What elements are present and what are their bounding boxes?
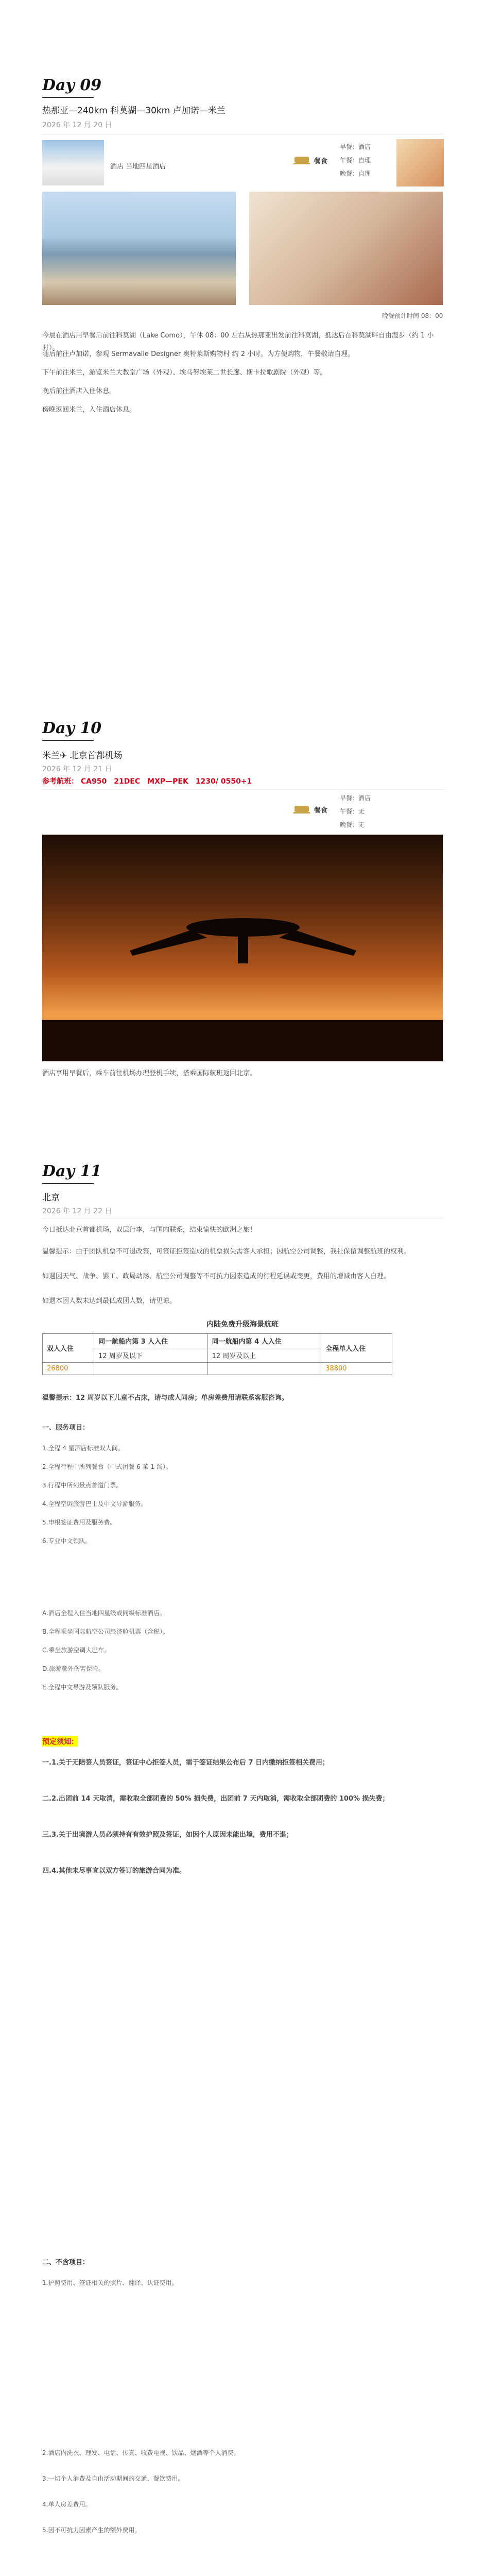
day9-breakfast: 早餐：酒店 — [340, 143, 371, 150]
day11-title: Day 11 — [42, 1162, 102, 1180]
third-label: 同一航船内第 3 人入住 — [94, 1334, 208, 1348]
flight-info: CA950 21DEC MXP—PEK 1230/ 0550+1 — [80, 777, 252, 786]
inc3: 3.行程中所列景点首道门票。 — [42, 1482, 123, 1489]
shopping-photo — [396, 139, 444, 187]
price-table-title: 内陆免费升级海景航班 — [206, 1320, 279, 1329]
inc2: 2.全程行程中所列餐食（中式团餐 6 菜 1 汤）。 — [42, 1463, 172, 1470]
day11-arrive: 今日抵达北京首都机场，双层行李，与国内联系，结束愉快的欧洲之旅！ — [42, 1226, 257, 1234]
excl5: 5.因不可抗力因素产生的额外费用。 — [42, 2527, 141, 2534]
notice-text: 由于团队机票不可退改签，可签证拒签造成的机票损失需客人承担；因航空公司调整，我社保留调整航班的权利。 — [76, 1248, 411, 1256]
flight-box-4: D.旅游意外伤害保险。 — [42, 1665, 105, 1672]
day9-date: 2026 年 12 月 20 日 — [42, 121, 112, 129]
hotel-photo — [42, 140, 104, 185]
day9-para5: 傍晚返回米兰，入住酒店休息。 — [42, 406, 136, 414]
fourth-label: 同一航船内第 4 人入住 — [207, 1334, 321, 1348]
price-table — [42, 1333, 392, 1375]
third-sub: 12 周岁及以下 — [94, 1348, 208, 1363]
third-price — [94, 1363, 208, 1375]
day9-dinner: 晚餐：自理 — [340, 170, 371, 177]
day9-para1: 今晨在酒店用早餐后前往科莫湖（Lake Como），午休 08：00 左右从热那亚出发前往科莫湖，抵达后在科莫湖畔自由漫步（约 1 小时）。 — [42, 332, 434, 352]
day11-notice2: 如遇因天气、战争、罢工、政局动荡、航空公司调整等不可抗力因素造成的行程延误或变更，费用的增减由客人自理。 — [42, 1273, 391, 1280]
day9-checkin: 晚餐预计时间 08：00 — [382, 312, 443, 319]
day11-route: 北京 — [42, 1193, 60, 1203]
lake-photo — [42, 192, 236, 305]
day10-route: 米兰✈ 北京首都机场 — [42, 751, 123, 761]
fourth-sub: 12 周岁及以上 — [207, 1348, 321, 1363]
special-1: 一.1.关于无陪签人员签证，签证中心拒签人员，需于签证结果公布后 7 日内缴纳拒签相关费用； — [42, 1759, 330, 1767]
meal-icon — [291, 149, 312, 170]
day9-title: Day 09 — [42, 76, 102, 94]
fourth-price — [207, 1363, 321, 1375]
day10-lunch: 午餐：无 — [340, 808, 365, 815]
single-room-price: 38800 — [321, 1363, 392, 1375]
day10-caption: 酒店享用早餐后，乘车前往机场办理登机手续，搭乘国际航班返回北京。 — [42, 1070, 257, 1077]
special-4: 四.4.其他未尽事宜以双方签订的旅游合同为准。 — [42, 1867, 186, 1875]
day10-underline — [42, 740, 94, 741]
excl4: 4.单人房差费用。 — [42, 2501, 92, 2508]
day11-notice3: 如遇本团人数未达到最低成团人数，请见谅。 — [42, 1297, 177, 1305]
inc1: 1.全程 4 星酒店标准双人间。 — [42, 1445, 124, 1452]
day10-meal-label: 餐食 — [314, 807, 328, 815]
adult-label: 双人入住 — [43, 1334, 94, 1363]
day10-dinner: 晚餐：无 — [340, 821, 365, 828]
notice-label: 温馨提示： — [42, 1248, 76, 1256]
adult-price: 26800 — [43, 1363, 94, 1375]
special-2: 二.2.出团前 14 天取消，需收取全部团费的 50% 损失费，出团前 7 天内取消，需收取全部团费的 100% 损失费； — [42, 1795, 389, 1803]
day9-para2: 随后前往卢加诺，参观 Sermavalle Designer 奥特莱斯购物村 约 2 小时。为方便购物，午餐敬请自理。 — [42, 350, 355, 358]
day10-meal-list — [340, 791, 371, 832]
flight-box-1: A.酒店全程入住当地四星级或同级标准酒店。 — [42, 1609, 166, 1617]
day9-underline — [42, 97, 94, 98]
price-bottom-note: 温馨提示：12 周岁以下儿童不占床，请与成人同房；单房差费用请联系客服咨询。 — [42, 1394, 288, 1402]
meal-icon — [291, 799, 312, 819]
day9-route: 热那亚—240km 科莫湖—30km 卢加诺—米兰 — [42, 106, 226, 116]
flight-box-3: C.乘坐旅游空调大巴车。 — [42, 1647, 111, 1654]
day11-notice — [42, 1246, 443, 1258]
single-room-label: 全程单人入住 — [321, 1334, 392, 1363]
day11-underline — [42, 1183, 94, 1184]
day9-para4: 晚后前往酒店入住休息。 — [42, 387, 116, 395]
day9-lunch: 午餐：自理 — [340, 157, 371, 164]
day10-breakfast: 早餐：酒店 — [340, 794, 371, 802]
excl2: 2.酒店内洗衣、理发、电话、传真、收费电视、饮品、烟酒等个人消费。 — [42, 2449, 240, 2456]
inc5: 5.申根签证费用及服务费。 — [42, 1519, 116, 1526]
day9-meal-label: 餐食 — [314, 158, 328, 165]
day11-date: 2026 年 12 月 22 日 — [42, 1207, 112, 1215]
inc6: 6.专业中文领队。 — [42, 1537, 92, 1545]
day9-para3: 下午前往米兰，游览米兰大教堂广场（外观）、埃马努埃莱二世长廊、斯卡拉歌剧院（外观）等。 — [42, 369, 327, 377]
special-3: 三.3.关于出境游人员必须持有有效护照及签证，如因个人原因未能出境，费用不退； — [42, 1831, 293, 1839]
day10-title: Day 10 — [42, 719, 102, 737]
divider — [42, 789, 443, 790]
airplane-photo — [42, 835, 443, 1061]
excl3: 3.一切个人消费及自由活动期间的交通、餐饮费用。 — [42, 2475, 184, 2482]
shopping-street-photo — [249, 192, 443, 305]
day10-date: 2026 年 12 月 21 日 — [42, 765, 112, 773]
excl1: 1.护照费用、签证相关的照片、翻译、认证费用。 — [42, 2279, 178, 2286]
flight-box-2: B.全程乘坐国际航空公司经济舱机票（含税）。 — [42, 1628, 169, 1635]
flight-label: 参考航班： — [42, 777, 78, 786]
day9-meal-list — [340, 140, 371, 180]
flight-box-5: E.全程中文导游及领队服务。 — [42, 1684, 123, 1691]
inc4: 4.全程空调旅游巴士及中文导游服务。 — [42, 1500, 147, 1507]
day10-flight-row — [42, 776, 252, 786]
special-label: 预定须知： — [42, 1736, 78, 1747]
day9-hotel-label: 酒店 当地四星酒店 — [110, 163, 166, 171]
excl-title: 二、不含项目： — [42, 2259, 90, 2266]
inc-title: 一、服务项目： — [42, 1424, 90, 1432]
